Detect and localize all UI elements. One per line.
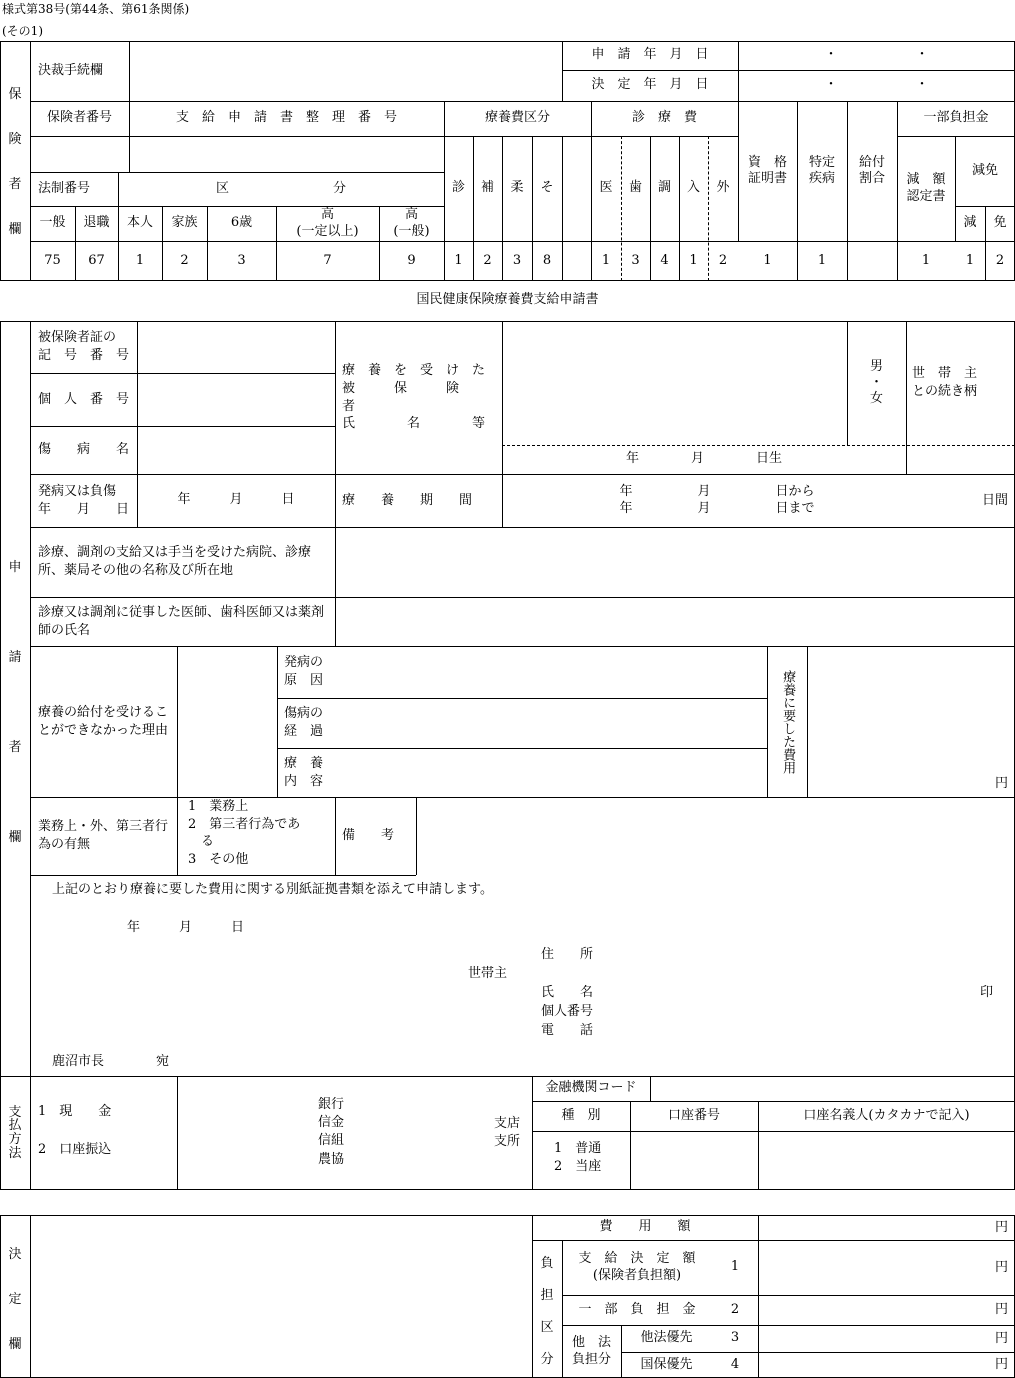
- personal-number-label: 個 人 番 号: [38, 391, 130, 407]
- benefit-no: 1: [730, 1259, 740, 1275]
- cause-label: 発病の 原 因: [284, 655, 324, 688]
- reason-label: 療養の給付を受けることができなかった理由: [38, 704, 169, 738]
- account-type-label: 種 別: [561, 1107, 601, 1123]
- cat-shin-label: 診: [451, 180, 465, 196]
- nhi-no: 4: [730, 1356, 740, 1372]
- name-label: 氏 名: [541, 985, 594, 1000]
- injury-name-label: 傷 病 名: [38, 442, 130, 458]
- patient-name-label: 療 養 を 受 け た 被 保 険 者 氏 名 等: [342, 363, 486, 432]
- code-cat-ju: 3: [512, 252, 522, 268]
- form-number: 様式第38号(第44条、第61条関係): [2, 2, 190, 16]
- relation-label: 世 帯 主 との続き柄: [912, 366, 978, 399]
- code-self: 1: [135, 252, 145, 268]
- progress-label: 傷病の 経 過: [284, 706, 324, 739]
- remarks-label: 備 考: [342, 828, 395, 844]
- age6-label: 6歳: [230, 215, 253, 231]
- fee-i-label: 医: [599, 180, 613, 196]
- application-doc-number-label: 支 給 申 請 書 整 理 番 号: [175, 110, 397, 126]
- declaration-date[interactable]: 年 月 日: [127, 920, 245, 935]
- copay-label: 一 部 負 担 金: [578, 1301, 696, 1317]
- consultation-fee-label: 診 療 費: [631, 110, 697, 126]
- code-fee-gai: 2: [718, 252, 728, 268]
- family-label: 家族: [171, 215, 198, 231]
- phone-label: 電 話: [541, 1023, 594, 1038]
- cost-yen[interactable]: 円: [994, 775, 1008, 791]
- cost-amount-yen[interactable]: 円: [994, 1219, 1008, 1235]
- decision-side-label: 決 定 欄: [8, 1247, 22, 1352]
- code-reduction-cert: 1: [921, 252, 931, 268]
- addressee: 鹿沼市長 宛: [52, 1054, 170, 1069]
- code-fee-nyu: 1: [689, 252, 698, 268]
- decision-date-value[interactable]: ・ ・: [824, 77, 929, 93]
- elder-high-label: 高 (一定以上): [296, 207, 359, 239]
- code-exempt: 2: [995, 252, 1005, 268]
- other-law-priority-label: 他法優先: [640, 1330, 693, 1346]
- fee-shi-label: 歯: [628, 180, 642, 196]
- general-label: 一般: [39, 215, 66, 231]
- onset-date-value[interactable]: 年 月 日: [177, 492, 295, 508]
- address-label: 住 所: [541, 947, 594, 962]
- payment-transfer[interactable]: 2 口座振込: [38, 1142, 112, 1157]
- period-days[interactable]: 日間: [981, 492, 1008, 508]
- copay-label: 一部負担金: [923, 110, 989, 126]
- seal-mark: 印: [980, 985, 994, 1000]
- facility-label: 診療、調剤の支給又は手当を受けた病院、診療所、薬局その他の名称及び所在地: [38, 545, 312, 578]
- work-options[interactable]: 1 業務上 2 第三者行為であ る 3 その他: [188, 799, 301, 867]
- treatment-label: 療 養 内 容: [284, 755, 324, 789]
- code-age6: 3: [237, 252, 246, 268]
- period-label: 療 養 期 間: [342, 492, 473, 508]
- retired-label: 退職: [83, 215, 110, 231]
- fee-cho-label: 調: [657, 180, 671, 196]
- fee-nyu-label: 入: [686, 180, 700, 196]
- legal-number-label: 法制番号: [38, 181, 91, 197]
- cat-ho-label: 補: [480, 180, 494, 196]
- cost-label: 療養に要した費用: [780, 669, 796, 774]
- exemption-reduce-label: 減: [963, 215, 977, 231]
- insurer-number-label: 保険者番号: [46, 110, 112, 126]
- code-family: 2: [180, 252, 189, 268]
- decision-date-label: 決 定 年 月 日: [591, 77, 709, 93]
- decision-procedure-label: 決裁手続欄: [38, 63, 104, 79]
- exemption-label: 減免: [971, 162, 998, 178]
- specific-disease-label: 特定 疾病: [808, 154, 835, 186]
- account-types[interactable]: 1 普通 2 当座: [554, 1141, 602, 1175]
- period-value[interactable]: 年 月 日から 年 月 日まで: [619, 484, 815, 516]
- birth-date[interactable]: 年 月 日生: [625, 451, 782, 467]
- benefit-ratio-label: 給付 割合: [858, 154, 885, 186]
- householder-label: 世帯主: [468, 966, 508, 981]
- applicant-side-label: 申 請 者 欄: [8, 559, 22, 845]
- other-law-no: 3: [730, 1330, 740, 1346]
- benefit-amount-label: 支 給 決 定 額 (保険者負担額): [578, 1251, 696, 1283]
- code-elder-general: 9: [407, 252, 416, 268]
- code-general: 75: [44, 252, 61, 268]
- insurer-side-label: 保 険 者 欄: [8, 87, 22, 237]
- reduction-cert-label: 減 額 認定書: [906, 172, 946, 204]
- card-number-label: 被保険者証の 記 号 番 号: [38, 330, 130, 363]
- code-fee-cho: 4: [660, 252, 669, 268]
- copay-no: 2: [730, 1301, 740, 1317]
- institution-code-label: 金融機関コード: [545, 1080, 637, 1096]
- benefit-amount-yen[interactable]: 円: [994, 1259, 1008, 1275]
- code-cat-shin: 1: [454, 252, 463, 268]
- cat-ju-label: 柔: [510, 180, 524, 196]
- code-fee-shi: 3: [631, 252, 640, 268]
- burden-category-label: 負 担 区 分: [540, 1255, 554, 1367]
- code-elder-high: 7: [323, 252, 332, 268]
- nhi-priority-label: 国保優先: [640, 1356, 693, 1372]
- account-holder-label: 口座名義人(カタカナで記入): [803, 1107, 970, 1123]
- payment-side-label: 支 払 方 法: [8, 1104, 22, 1161]
- work-label: 業務上・外、第三者行為の有無: [38, 819, 169, 852]
- qualification-cert-label: 資 格 証明書: [747, 154, 787, 186]
- code-qualification: 1: [763, 252, 772, 268]
- other-law-yen[interactable]: 円: [994, 1330, 1008, 1346]
- cost-amount-label: 費 用 額: [599, 1219, 691, 1235]
- exemption-exempt-label: 免: [993, 215, 1007, 231]
- classification-label: 区 分: [215, 180, 346, 196]
- payment-cash[interactable]: 1 現 金: [38, 1104, 112, 1119]
- application-date-value[interactable]: ・ ・: [824, 47, 929, 63]
- personal-no-label: 個人番号: [541, 1004, 594, 1019]
- bank-types[interactable]: 銀行 信金 信組 農協: [318, 1097, 345, 1167]
- nhi-yen[interactable]: 円: [994, 1357, 1008, 1373]
- code-cat-ho: 2: [483, 252, 492, 268]
- other-law-burden-label: 他 法 負担分: [571, 1335, 611, 1367]
- code-specific: 1: [817, 252, 827, 268]
- account-number-label: 口座番号: [667, 1107, 720, 1123]
- self-label: 本人: [126, 215, 153, 231]
- form-title: 国民健康保険療養費支給申請書: [416, 291, 599, 307]
- form-part: (その1): [2, 24, 43, 38]
- cat-so-label: そ: [540, 180, 554, 196]
- practitioner-label: 診療又は調剤に従事した医師、歯科医師又は薬剤師の氏名: [38, 604, 325, 638]
- fee-gai-label: 外: [716, 180, 730, 196]
- code-fee-i: 1: [601, 252, 611, 268]
- copay-yen[interactable]: 円: [994, 1302, 1008, 1318]
- medical-category-label: 療養費区分: [484, 110, 550, 126]
- branch-types[interactable]: 支店 支所: [494, 1116, 521, 1150]
- sex-label[interactable]: 男 ・ 女: [869, 358, 883, 407]
- onset-date-label: 発病又は負傷 年 月 日: [38, 483, 130, 517]
- application-date-label: 申 請 年 月 日: [591, 47, 709, 63]
- elder-general-label: 高 (一般): [393, 207, 430, 239]
- code-cat-so: 8: [542, 252, 552, 268]
- code-reduce: 1: [965, 252, 975, 268]
- declaration: 上記のとおり療養に要した費用に関する別紙証拠書類を添えて申請します。: [52, 882, 493, 897]
- code-retired: 67: [88, 252, 105, 268]
